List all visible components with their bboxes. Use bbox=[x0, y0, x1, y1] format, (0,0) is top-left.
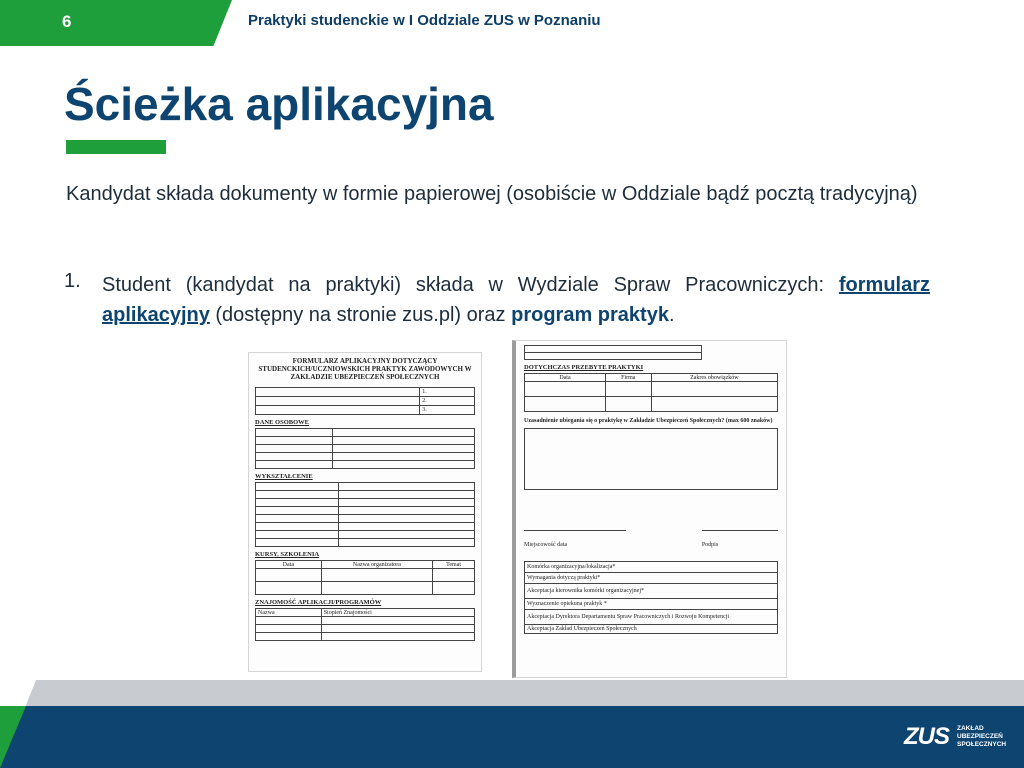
form-table-courses bbox=[255, 560, 475, 595]
title-underline bbox=[66, 140, 166, 154]
zus-logo bbox=[904, 722, 1006, 752]
approval-line-3: Akceptacja kierownika komórki organizacyjnej* bbox=[527, 588, 645, 594]
skills-name-header: Nazwa bbox=[258, 609, 275, 616]
exp-date-header: Data bbox=[559, 374, 571, 381]
form-title: FORMULARZ APLIKACYJNY DOTYCZĄCY STUDENCKICH/UCZNIOWSKICH PRAKTYK ZAWODOWYCH W ZAKŁADZIE UBEZPIECZEŃ SPOŁECZNYCH bbox=[258, 357, 472, 381]
list-number: 1. bbox=[64, 270, 81, 292]
approval-line-1: Komórka organizacyjna/lokalizacja* bbox=[527, 564, 616, 570]
application-form-link[interactable]: formularz aplikacyjny bbox=[102, 274, 930, 326]
form-table-personal bbox=[255, 428, 475, 469]
list-text-after: . bbox=[668, 304, 675, 326]
zus-logo-mark: ZUS bbox=[904, 723, 949, 750]
page-number-tab bbox=[0, 0, 232, 46]
approval-line-2: Wymagania dotyczą praktyki* bbox=[527, 575, 601, 581]
signature-row bbox=[524, 530, 778, 551]
zus-logo-text bbox=[957, 725, 1006, 749]
approval-line-5: Akceptacja Dyrektora Departamentu Spraw Pracowniczych i Rozwoju Kompetencji bbox=[527, 614, 730, 620]
form-table-preferences: 1. 2. 3. bbox=[255, 387, 475, 415]
logo-line-2: UBEZPIECZEŃ bbox=[957, 733, 1003, 740]
slide-title: Ścieżka aplikacyjna bbox=[64, 78, 494, 130]
exp-scope-header: Zakres obowiązków bbox=[690, 374, 739, 381]
footer-band bbox=[0, 706, 1024, 768]
page-number: 6 bbox=[62, 12, 72, 31]
form-table-skills bbox=[255, 608, 475, 641]
section-skills: ZNAJOMOŚĆ APLIKACJI/PROGRAMÓW bbox=[255, 599, 382, 606]
form-table-top bbox=[524, 345, 702, 360]
skills-level-header: Stopień Znajomości bbox=[323, 609, 372, 616]
list-item bbox=[102, 270, 930, 330]
form-table-education bbox=[255, 482, 475, 547]
section-education: WYKSZTAŁCENIE bbox=[255, 473, 313, 480]
section-personal: DANE OSOBOWE bbox=[255, 419, 309, 426]
application-form-page-1 bbox=[248, 352, 482, 672]
approval-line-4: Wyznaczenie opiekuna praktyk * bbox=[527, 601, 607, 607]
motivation-label: Uzasadnienie ubiegania się o praktykę w Zakładzie Ubezpieczeń Społecznych? (max 600 znaków) bbox=[524, 418, 773, 424]
form-table-approval bbox=[524, 561, 778, 634]
list-text-middle: (dostępny na stronie zus.pl) oraz bbox=[209, 304, 512, 326]
form-table-experience bbox=[524, 373, 778, 412]
list-text-before: Student (kandydat na praktyki) składa w Wydziale Spraw Pracowniczych: bbox=[102, 274, 839, 296]
exp-firm-header: Firma bbox=[621, 374, 636, 381]
courses-topic-header: Temat bbox=[446, 561, 462, 568]
courses-organizer-header: Nazwa organizatora bbox=[352, 561, 401, 568]
logo-line-3: SPOŁECZNYCH bbox=[957, 741, 1007, 748]
signature-label: Podpis bbox=[701, 542, 719, 548]
consent-text bbox=[524, 496, 778, 524]
logo-line-1: ZAKŁAD bbox=[957, 725, 984, 732]
signature-place-label: Miejscowość data bbox=[524, 542, 568, 548]
top-bar bbox=[0, 0, 1024, 46]
section-courses: KURSY, SZKOLENIA bbox=[255, 551, 320, 558]
intro-text: Kandydat składa dokumenty w formie papierowej (osobiście w Oddziale bądź pocztą tradycyjną) bbox=[66, 183, 918, 205]
program-bold-text: program praktyk bbox=[511, 304, 669, 326]
application-form-page-2 bbox=[512, 340, 787, 678]
approval-line-6: Akceptacja Zakład Ubezpieczeń Społecznych bbox=[527, 626, 637, 632]
courses-date-header: Data bbox=[282, 561, 294, 568]
motivation-box bbox=[524, 428, 778, 490]
header-title: Praktyki studenckie w I Oddziale ZUS w Poznaniu bbox=[248, 12, 601, 29]
section-experience: DOTYCHCZAS PRZEBYTE PRAKTYKI bbox=[524, 364, 644, 371]
